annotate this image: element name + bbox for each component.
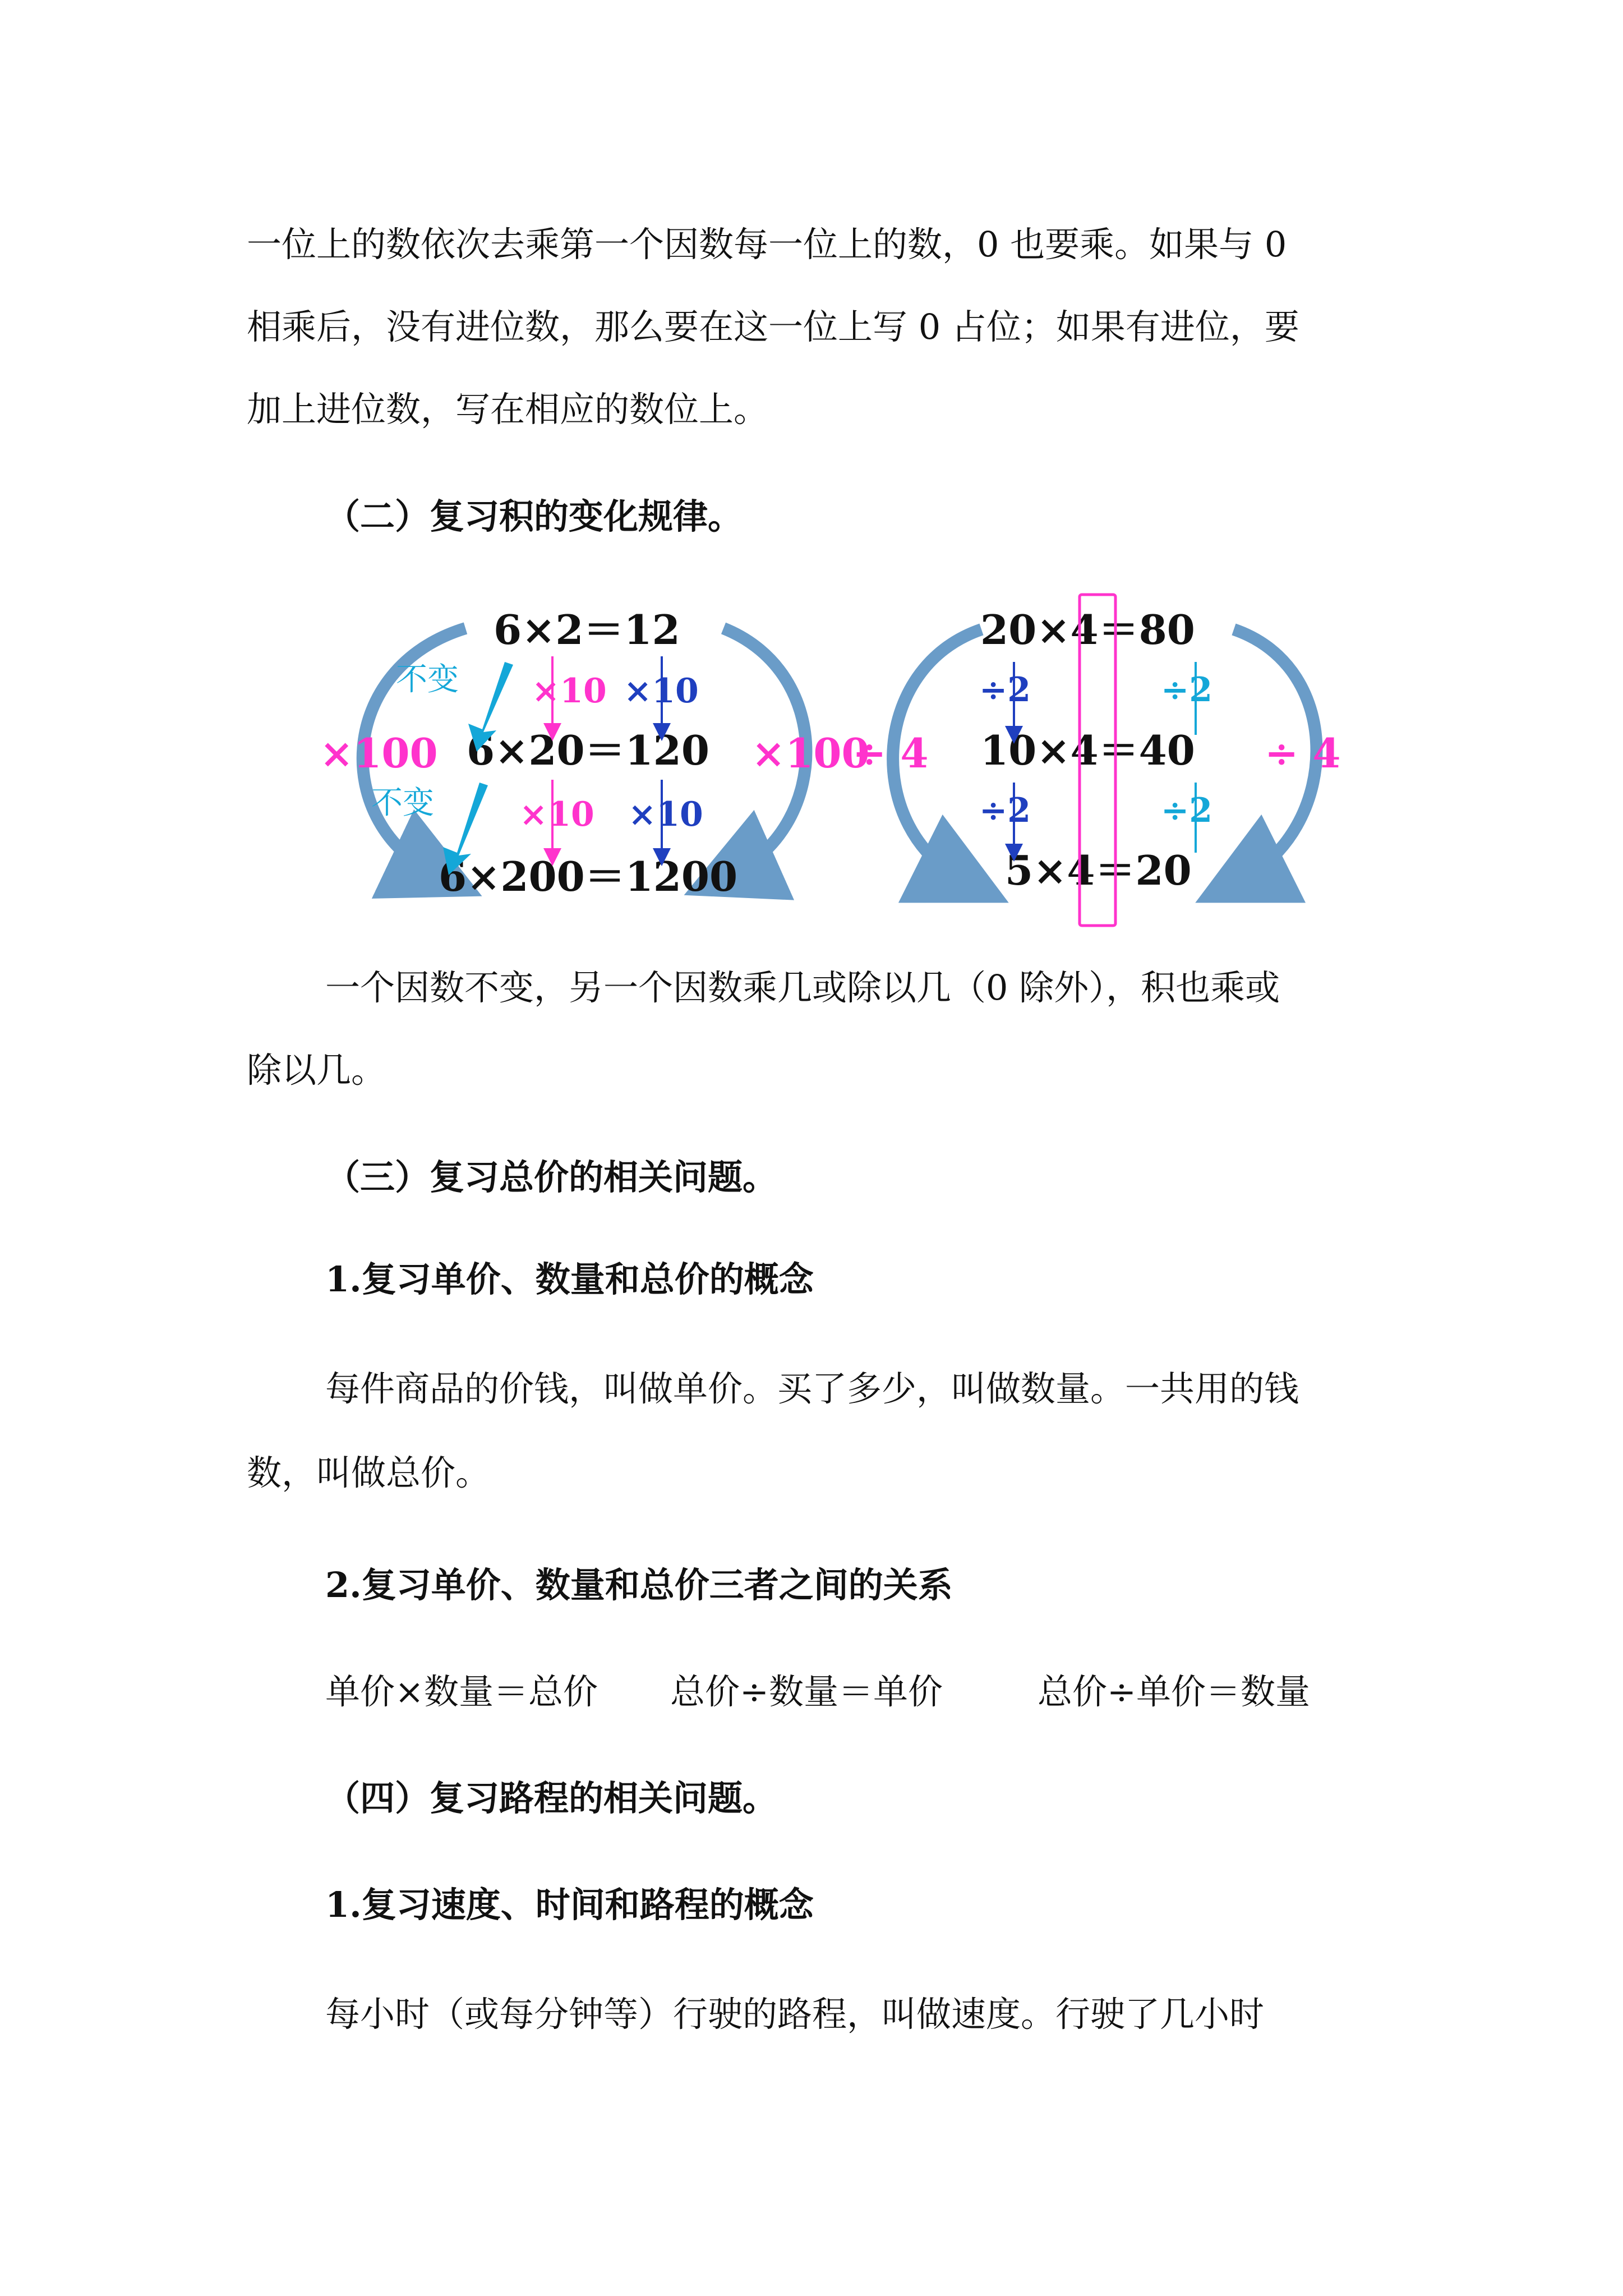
subsection-heading: 1.复习速度、时间和路程的概念 [325, 1884, 814, 1925]
product-rule-diagram [0, 583, 1623, 931]
div2-label-c: ÷2 [979, 791, 1031, 830]
mul10-label-c: ×10 [519, 795, 594, 834]
right-outer-label-right: ÷ 4 [1265, 729, 1341, 777]
unchanged-label-1: 不变 [396, 661, 459, 698]
mul10-label-b: ×10 [624, 671, 699, 711]
paragraph-line: 相乘后，没有进位数，那么要在这一位上写 0 占位；如果有进位，要 [247, 306, 1299, 347]
unchanged-label-2: 不变 [371, 785, 434, 821]
subsection-heading: 2.复习单价、数量和总价三者之间的关系 [325, 1565, 953, 1605]
section-heading: （二）复习积的变化规律。 [325, 496, 743, 537]
paragraph-line: 一个因数不变，另一个因数乘几或除以几（0 除外），积也乘或 [325, 967, 1280, 1008]
div2-label-a: ÷2 [979, 670, 1031, 710]
paragraph-line: 加上进位数，写在相应的数位上。 [247, 389, 769, 430]
formula-unit-price: 总价÷数量＝单价 [670, 1671, 943, 1712]
formula-total-price: 单价×数量＝总价 [325, 1671, 598, 1712]
formula-quantity: 总价÷单价＝数量 [1038, 1671, 1310, 1712]
left-eq-2: 6×20＝120 [467, 726, 709, 774]
paragraph-line: 除以几。 [247, 1050, 386, 1091]
paragraph-line: 每小时（或每分钟等）行驶的路程，叫做速度。行驶了几小时 [325, 1994, 1265, 2035]
div2-label-b: ÷2 [1161, 670, 1213, 710]
paragraph-line: 每件商品的价钱，叫做单价。买了多少，叫做数量。一共用的钱 [325, 1368, 1299, 1409]
left-eq-1: 6×2＝12 [494, 606, 680, 654]
mul10-label-d: ×10 [628, 795, 703, 834]
subsection-heading: 1.复习单价、数量和总价的概念 [325, 1259, 814, 1300]
section-heading: （四）复习路程的相关问题。 [325, 1778, 778, 1819]
right-eq-1: 20×4＝80 [980, 606, 1195, 654]
left-outer-label-right: ×100 [751, 729, 870, 777]
right-outer-label-left: ÷ 4 [852, 729, 929, 777]
right-eq-3: 5×4＝20 [1005, 846, 1192, 894]
left-eq-3: 6×200＝1200 [439, 853, 738, 900]
paragraph-line: 一位上的数依次去乘第一个因数每一位上的数，0 也要乘。如果与 0 [247, 224, 1287, 265]
right-eq-2: 10×4＝40 [980, 726, 1195, 774]
section-heading: （三）复习总价的相关问题。 [325, 1157, 778, 1198]
paragraph-line: 数，叫做总价。 [247, 1452, 491, 1493]
div2-label-d: ÷2 [1161, 791, 1213, 830]
mul10-label-a: ×10 [532, 671, 607, 711]
left-outer-label-left: ×100 [320, 729, 438, 777]
